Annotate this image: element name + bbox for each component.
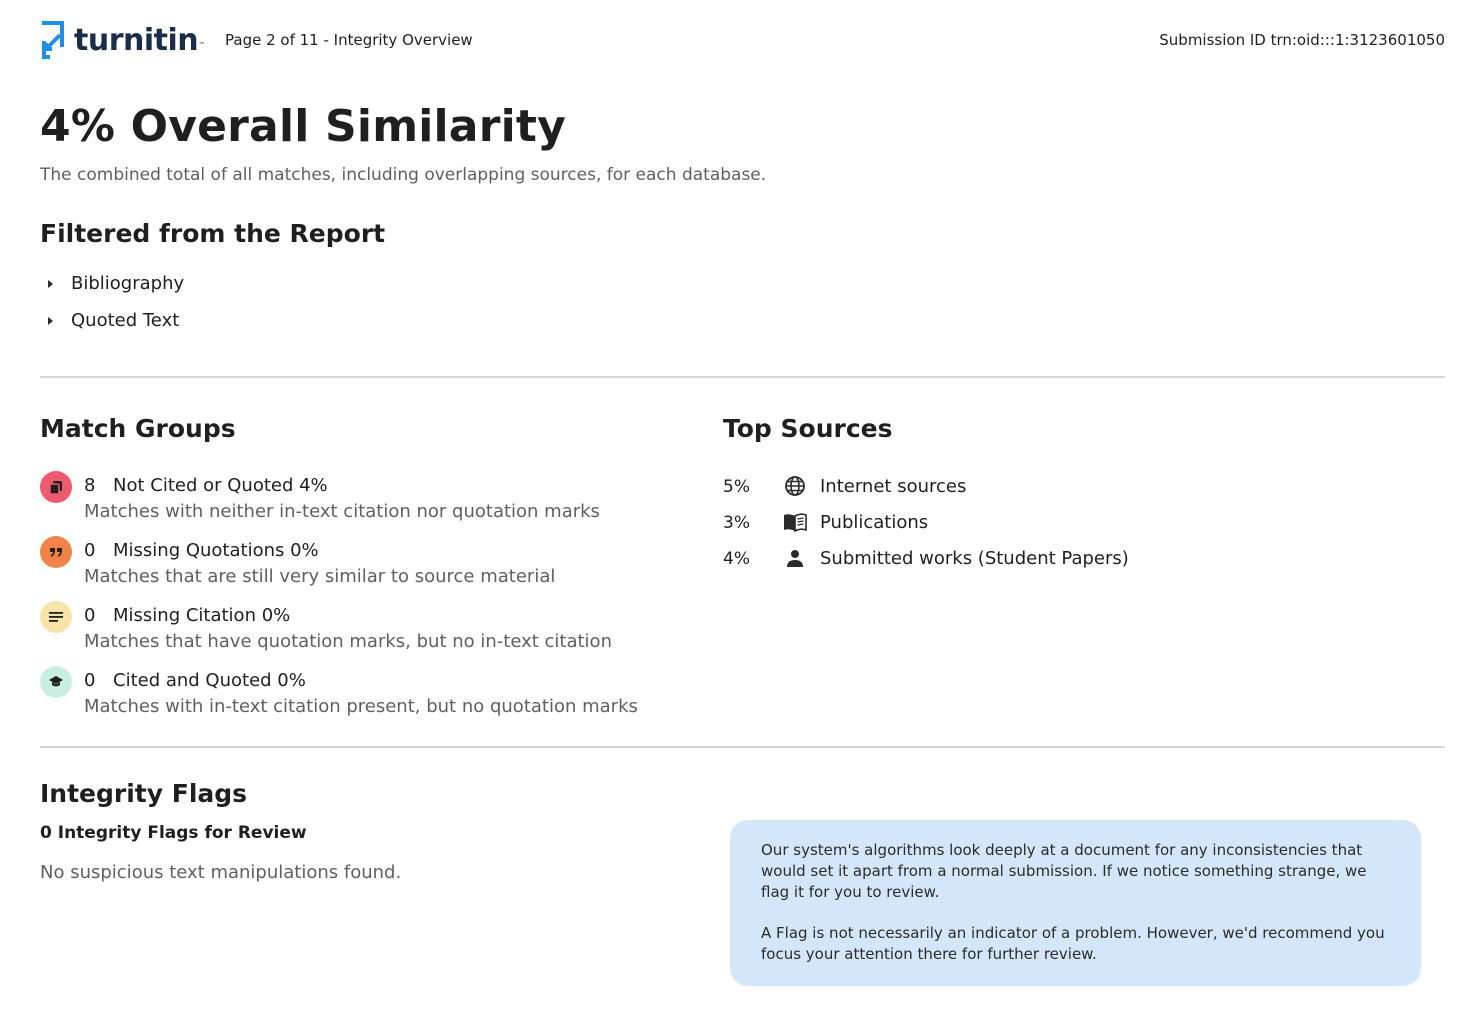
top-source-publications	[723, 510, 1243, 536]
integrity-info-box	[730, 820, 1421, 986]
logo-wordmark: turnitin	[74, 23, 199, 58]
overall-similarity-title: 4% Overall Similarity	[40, 101, 566, 152]
match-group-label: Missing Quotations 0%	[113, 540, 319, 561]
overall-similarity-subtitle: The combined total of all matches, including overlapping sources, for each database.	[40, 165, 767, 185]
filter-item-label: Quoted Text	[71, 310, 180, 331]
match-group-count: 0	[84, 605, 96, 626]
graduation-cap-icon	[40, 666, 72, 698]
match-group-label: Missing Citation 0%	[113, 605, 291, 626]
section-divider	[40, 376, 1445, 378]
filter-item-label: Bibliography	[71, 273, 185, 294]
integrity-flags-title: Integrity Flags	[40, 779, 248, 808]
match-group-label: Cited and Quoted 0%	[113, 670, 306, 691]
turnitin-logo: turnitin ™	[40, 18, 205, 64]
match-group-count: 0	[84, 670, 96, 691]
globe-icon	[783, 474, 807, 498]
filter-item-quoted-text	[48, 310, 179, 331]
info-paragraph: Our system's algorithms look deeply at a document for any inconsistencies that would set it apart from a normal submission. If we notice something strange, we flag it for you to review.	[761, 841, 1367, 901]
filtered-section-title: Filtered from the Report	[40, 219, 386, 248]
match-group-missing-citation	[40, 601, 680, 657]
person-icon	[783, 546, 807, 570]
bullet-triangle-icon	[48, 317, 53, 325]
top-source-label: Submitted works (Student Papers)	[820, 548, 1129, 569]
match-group-desc: Matches with in-text citation present, but no quotation marks	[84, 696, 638, 717]
match-group-label: Not Cited or Quoted 4%	[113, 475, 328, 496]
top-source-internet	[723, 474, 1243, 500]
top-source-percent: 4%	[723, 549, 750, 569]
integrity-flags-count: 0 Integrity Flags for Review	[40, 823, 307, 843]
quote-icon	[40, 536, 72, 568]
bullet-triangle-icon	[48, 280, 53, 288]
match-group-count: 8	[84, 475, 96, 496]
top-source-submitted-works	[723, 546, 1243, 572]
top-source-percent: 3%	[723, 513, 750, 533]
turnitin-logo-icon	[40, 19, 68, 63]
match-group-missing-quotations	[40, 536, 680, 592]
section-divider	[40, 746, 1445, 748]
match-group-count: 0	[84, 540, 96, 561]
page-info: Page 2 of 11 - Integrity Overview	[225, 31, 473, 49]
top-source-label: Publications	[820, 512, 929, 533]
match-group-desc: Matches with neither in-text citation nor quotation marks	[84, 501, 600, 522]
match-group-cited-and-quoted	[40, 666, 680, 722]
info-paragraph: A Flag is not necessarily an indicator of a problem. However, we'd recommend you focus your attention there for further review.	[761, 924, 1385, 963]
book-icon	[783, 510, 807, 534]
match-group-not-cited	[40, 471, 680, 527]
match-group-desc: Matches that are still very similar to source material	[84, 566, 556, 587]
match-group-desc: Matches that have quotation marks, but no in-text citation	[84, 631, 612, 652]
lines-icon	[40, 601, 72, 633]
integrity-flags-none-text: No suspicious text manipulations found.	[40, 862, 402, 883]
top-source-label: Internet sources	[820, 476, 967, 497]
submission-id: Submission ID trn:oid:::1:3123601050	[1159, 31, 1445, 49]
stack-icon	[40, 471, 72, 503]
top-source-percent: 5%	[723, 477, 750, 497]
filter-item-bibliography	[48, 273, 184, 294]
match-groups-title: Match Groups	[40, 414, 236, 443]
top-sources-title: Top Sources	[723, 414, 893, 443]
